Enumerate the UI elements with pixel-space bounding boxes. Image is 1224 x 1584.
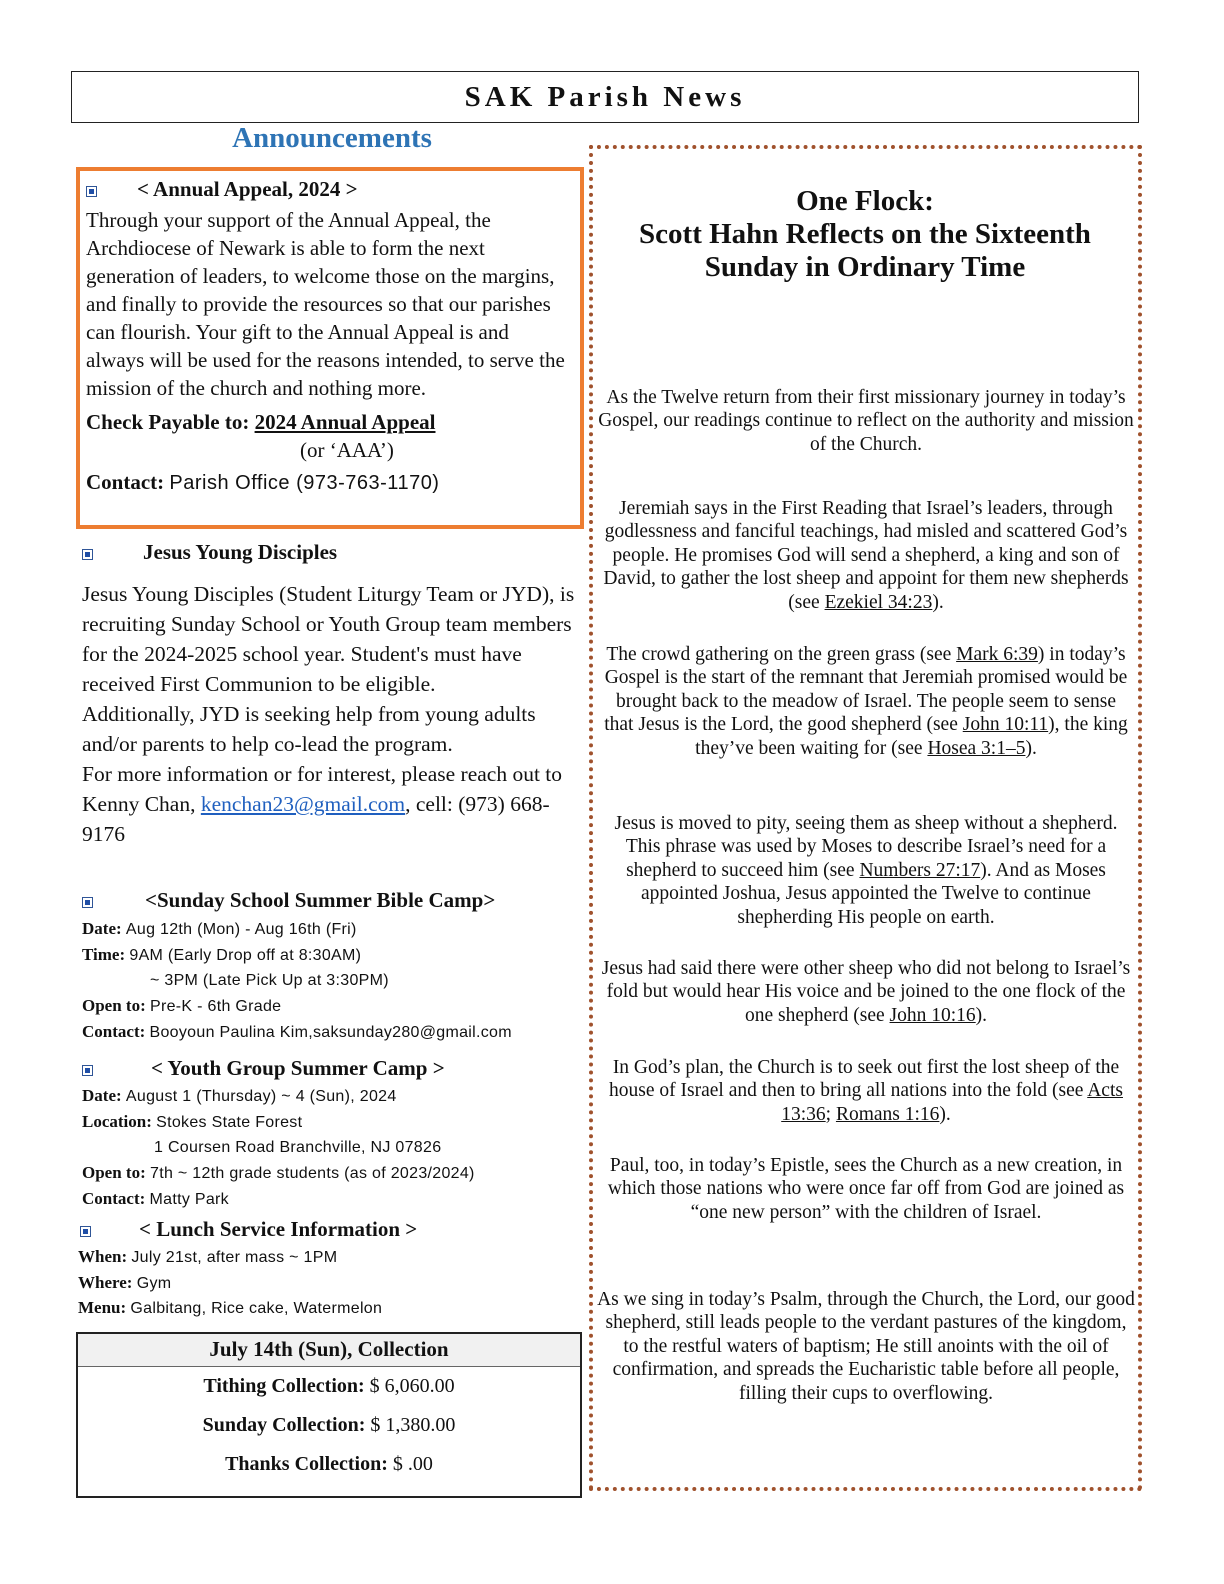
tithing-collection-row — [78, 1367, 580, 1406]
lunch-title: < Lunch Service Information > — [139, 1217, 418, 1241]
paragraph-text: Jesus had said there were other sheep who did not belong to Israel’s fold but would hear His voice and be joined to the one flock of the one shepherd (see — [601, 958, 1131, 1026]
date-value: Aug 12th (Mon) - Aug 16th (Fri) — [125, 921, 357, 938]
bible-camp-title: <Sunday School Summer Bible Camp> — [145, 888, 496, 912]
paragraph-text: that Jesus is the Lord, the good shepherd (see — [604, 714, 963, 736]
thanks-collection-row — [78, 1445, 580, 1484]
appeal-contact-value: Parish Office (973-763-1170) — [169, 472, 440, 494]
open-value: 7th ~ 12th grade students (as of 2023/2024) — [150, 1165, 475, 1183]
bible-camp-contact — [82, 1020, 592, 1046]
jyd-paragraph-1: Jesus Young Disciples (Student Liturgy Team or JYD), is recruiting Sunday School or Youth Group team members for the 2024-2025 school year. Student's must have received First Communion to be eligible. — [82, 582, 575, 696]
article-paragraph-8: As we sing in today’s Psalm, through the Church, the Lord, our good shepherd, still leads people to the verdant pastures of the kingdom, to the restful waters of baptism; He still anoints with the oil of confirmation, and spreads the Eucharistic table before all people, filling their cups to overflowing. — [597, 1289, 1135, 1404]
bible-camp-date — [82, 917, 592, 943]
open-label: Open to: — [82, 996, 146, 1016]
scripture-reference: Romans 1:16 — [835, 1103, 940, 1125]
open-label: Open to: — [82, 1163, 146, 1183]
paragraph-text: ). And as Moses appointed Joshua, Jesus appointed the Twelve to continue shepherding His people on earth. — [641, 859, 1106, 928]
appeal-contact-label: Contact: — [86, 470, 165, 494]
youth-camp-title: < Youth Group Summer Camp > — [151, 1056, 445, 1080]
jyd-cell-text: , cell: (973) 668-9176 — [82, 792, 550, 846]
time-label: Time: — [82, 944, 126, 964]
collection-box — [76, 1332, 582, 1498]
lunch-when — [78, 1245, 588, 1271]
annual-appeal-body: Through your support of the Annual Appeal, the Archdiocese of Newark is able to form the next generation of leaders, to welcome those on the margins, and finally to provide the resources so that our parishes can flourish. Your gift to the Annual Appeal is and always will be used for the reasons intended, to serve the mission of the church and nothing more. — [86, 208, 565, 400]
article-title — [595, 185, 1135, 284]
jyd-title: Jesus Young Disciples — [143, 540, 338, 564]
newsletter-title: SAK Parish News — [464, 80, 746, 113]
scripture-reference: John 10:16 — [889, 1004, 976, 1026]
checkbox-bullet-icon — [80, 1226, 91, 1237]
location-value: Stokes State Forest — [156, 1113, 303, 1131]
contact-value: Booyoun Paulina Kim,saksunday280@gmail.com — [149, 1023, 512, 1041]
when-value: July 21st, after mass ~ 1PM — [131, 1249, 338, 1266]
check-payable-line — [86, 408, 572, 436]
open-value: Pre-K - 6th Grade — [150, 998, 282, 1016]
paragraph-text: The crowd gathering on the green grass (see — [606, 644, 957, 665]
youth-camp-info — [82, 1084, 592, 1213]
paragraph-text: Jesus is moved to pity, seeing them as sheep without a shepherd. This phrase was used by Moses to describe Israel’s need for a shepherd to succeed him (see — [614, 813, 1118, 881]
checkbox-bullet-icon — [82, 549, 93, 560]
article-paragraph-5 — [596, 957, 1136, 1027]
paragraph-text: ; — [825, 1103, 836, 1125]
article-paragraph-4 — [596, 812, 1136, 929]
article-title-line-2: Scott Hahn Reflects on the Sixteenth — [639, 218, 1091, 250]
where-value: Gym — [136, 1274, 172, 1292]
annual-appeal-title-row — [86, 177, 572, 202]
youth-camp-contact — [82, 1187, 592, 1213]
youth-camp-location — [82, 1110, 592, 1136]
scripture-reference: Ezekiel 34:23 — [824, 591, 933, 613]
date-value: August 1 (Thursday) ~ 4 (Sun), 2024 — [125, 1088, 397, 1105]
article-paragraph-6 — [596, 1056, 1136, 1126]
article-paragraph-2 — [596, 497, 1136, 614]
sunday-collection-row — [78, 1406, 580, 1445]
paragraph-text: ), the king they’ve been waiting for (see — [695, 714, 1128, 759]
announcements-heading: Announcements — [232, 122, 432, 154]
location-address: 1 Coursen Road Branchville, NJ 07826 — [154, 1139, 442, 1157]
date-label: Date: — [82, 1086, 122, 1105]
jyd-paragraph-3 — [82, 759, 592, 849]
paragraph-text: Jeremiah says in the First Reading that Israel’s leaders, through godlessness and fanciful teachings, had misled and scattered God’s people. He promises God will send a shepherd, a king and son of David, to gather the lost sheep and appoint for them new shepherds (see — [603, 498, 1129, 613]
contact-value: Matty Park — [149, 1190, 229, 1208]
bible-camp-time-2 — [82, 968, 592, 994]
bible-camp-info — [82, 917, 592, 1046]
checkbox-bullet-icon — [82, 1065, 93, 1076]
tithing-value: $ 6,060.00 — [369, 1375, 455, 1397]
article-paragraph-3 — [596, 643, 1136, 760]
lunch-info — [78, 1245, 588, 1322]
appeal-contact-line — [86, 468, 572, 497]
time-value-2: ~ 3PM (Late Pick Up at 3:30PM) — [150, 972, 389, 990]
bible-camp-open — [82, 994, 592, 1020]
date-label: Date: — [82, 919, 122, 938]
youth-camp-date — [82, 1084, 592, 1110]
sunday-label: Sunday Collection: — [202, 1414, 366, 1436]
time-value: 9AM (Early Drop off at 8:30AM) — [129, 946, 362, 964]
newsletter-header — [71, 71, 1139, 123]
thanks-label: Thanks Collection: — [225, 1453, 388, 1475]
check-payable-label: Check Payable to: — [86, 410, 250, 434]
menu-label: Menu: — [78, 1298, 127, 1318]
jyd-body — [82, 579, 592, 849]
sunday-value: $ 1,380.00 — [370, 1414, 456, 1436]
tithing-label: Tithing Collection: — [203, 1375, 365, 1397]
check-payable-value: 2024 Annual Appeal — [254, 410, 436, 434]
youth-camp-open — [82, 1161, 592, 1187]
scripture-reference: Acts 13:36 — [781, 1080, 1123, 1125]
scripture-reference: Hosea 3:1–5 — [927, 737, 1026, 759]
lunch-where — [78, 1271, 588, 1297]
paragraph-text: ) in today’s Gospel is the start of the remnant that Jeremiah promised would be brought back to the meadow of Israel. The people seem to sense — [604, 644, 1128, 712]
jyd-paragraph-2: Additionally, JYD is seeking help from young adults and/or parents to help co-lead the program. — [82, 702, 536, 756]
annual-appeal-title: < Annual Appeal, 2024 > — [137, 177, 358, 201]
menu-value: Galbitang, Rice cake, Watermelon — [130, 1300, 383, 1318]
lunch-title-row — [80, 1217, 580, 1242]
scripture-reference: Mark 6:39 — [956, 644, 1038, 665]
bible-camp-title-row — [82, 888, 582, 913]
contact-label: Contact: — [82, 1188, 146, 1208]
checkbox-bullet-icon — [82, 897, 93, 908]
article-paragraph-1: As the Twelve return from their first missionary journey in today’s Gospel, our readings continue to reflect on the authority and mission of the Church. — [598, 387, 1134, 455]
jyd-contact-text: For more information or for interest, please reach out to Kenny Chan, — [82, 762, 563, 816]
scripture-reference: John 10:11 — [962, 714, 1049, 736]
youth-camp-title-row — [82, 1056, 582, 1081]
bible-camp-time — [82, 943, 592, 969]
youth-camp-location-2 — [82, 1135, 592, 1161]
thanks-value: $ .00 — [392, 1453, 433, 1475]
article-title-line-3: Sunday in Ordinary Time — [704, 251, 1026, 283]
jyd-title-row — [82, 540, 582, 565]
collection-title: July 14th (Sun), Collection — [78, 1334, 580, 1367]
article-paragraph-7: Paul, too, in today’s Epistle, sees the Church as a new creation, in which those nations who were once far off from God are joined as “one new person” with the children of Israel. — [607, 1155, 1125, 1223]
check-payable-alt: (or ‘AAA’) — [300, 438, 394, 462]
contact-label: Contact: — [82, 1021, 146, 1041]
when-label: When: — [78, 1247, 128, 1266]
where-label: Where: — [78, 1272, 133, 1292]
paragraph-text: ). — [939, 1103, 951, 1125]
paragraph-text: ). — [975, 1004, 988, 1026]
annual-appeal-box — [76, 167, 584, 529]
paragraph-text: In God’s plan, the Church is to seek out first the lost sheep of the house of Israel and then to bring all nations into the fold (see — [609, 1057, 1120, 1102]
location-label: Location: — [82, 1111, 152, 1131]
checkbox-bullet-icon — [86, 186, 97, 197]
jyd-email-link[interactable]: kenchan23@gmail.com — [200, 792, 406, 816]
scripture-reference: Numbers 27:17 — [859, 859, 981, 881]
article-title-line-1: One Flock: — [796, 185, 934, 217]
paragraph-text: ). — [1025, 737, 1037, 759]
lunch-menu — [78, 1296, 588, 1322]
paragraph-text: ). — [932, 591, 944, 613]
